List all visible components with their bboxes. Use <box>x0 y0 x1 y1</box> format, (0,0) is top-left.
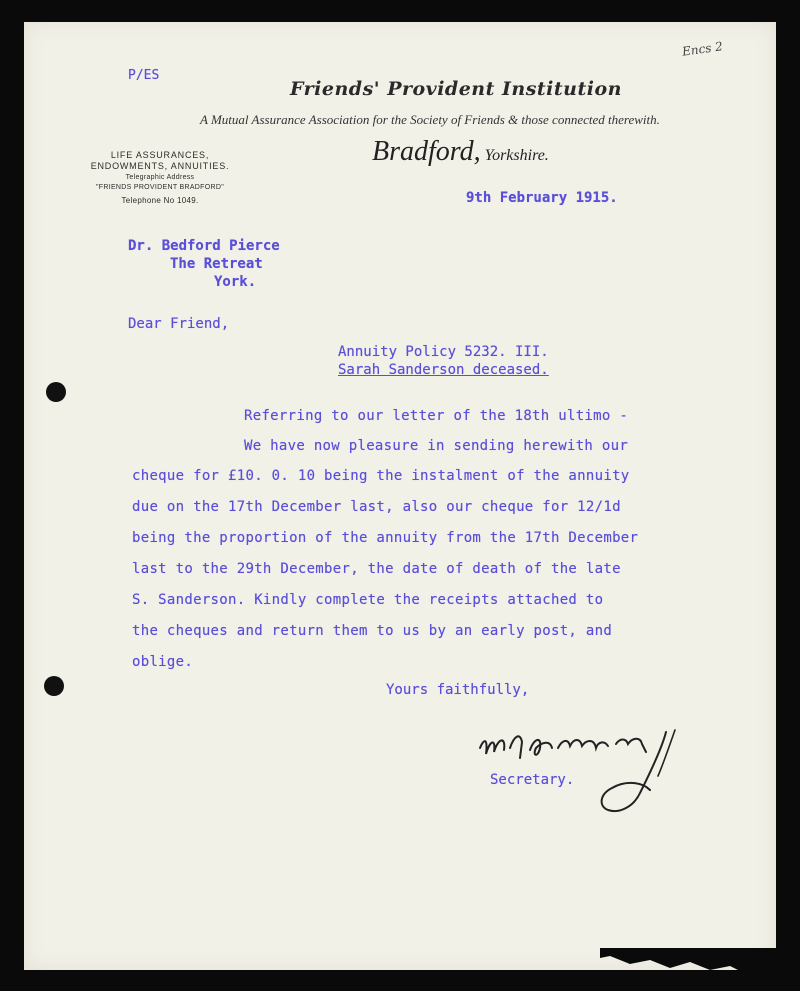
telegraphic-label: Telegraphic Address <box>125 174 195 181</box>
reference-code: P/ES <box>128 68 160 83</box>
body-line-7: S. Sanderson. Kindly complete the receipts attached to <box>132 592 604 608</box>
punch-hole-bottom <box>44 676 64 696</box>
body-line-2: We have now pleasure in sending herewith our <box>244 438 629 454</box>
recipient-line2: The Retreat <box>170 256 263 272</box>
city-name: Bradford, <box>372 136 481 167</box>
telegraphic-address: "FRIENDS PROVIDENT BRADFORD" <box>96 184 224 191</box>
subject-line1: Annuity Policy 5232. III. <box>338 344 549 360</box>
letter-date: 9th February 1915. <box>466 190 618 206</box>
body-line-4: due on the 17th December last, also our cheque for 12/1d <box>132 499 621 515</box>
body-line-3: cheque for £10. 0. 10 being the instalment of the annuity <box>132 468 630 484</box>
salutation: Dear Friend, <box>128 316 230 332</box>
county-name: Yorkshire. <box>484 147 549 164</box>
recipient-name: Dr. Bedford Pierce <box>128 238 280 254</box>
services-line1: LIFE ASSURANCES, <box>110 150 210 160</box>
subject-line2: Sarah Sanderson deceased. <box>338 362 549 378</box>
services-line2: ENDOWMENTS, ANNUITIES. <box>90 161 230 171</box>
torn-corner <box>600 948 780 978</box>
telephone-number: Telephone No 1049. <box>121 196 199 205</box>
institution-location <box>372 136 549 168</box>
body-line-5: being the proportion of the annuity from the 17th December <box>132 530 639 546</box>
handwritten-signature <box>470 718 690 818</box>
closing: Yours faithfully, <box>386 682 530 698</box>
pencil-note: Encs 2 <box>681 39 724 59</box>
recipient-line3: York. <box>214 274 257 290</box>
services-block <box>90 150 230 205</box>
body-line-1: Referring to our letter of the 18th ultimo - <box>244 408 629 424</box>
body-line-9: oblige. <box>132 654 194 670</box>
body-line-8: the cheques and return them to us by an early post, and <box>132 623 613 639</box>
body-line-6: last to the 29th December, the date of death of the late <box>132 561 621 577</box>
institution-tagline: A Mutual Assurance Association for the Society of Friends & those connected therewith. <box>200 112 660 127</box>
punch-hole-top <box>46 382 66 402</box>
signatory-title: Secretary. <box>490 772 575 788</box>
institution-name: Friends' Provident Institution <box>290 78 622 100</box>
